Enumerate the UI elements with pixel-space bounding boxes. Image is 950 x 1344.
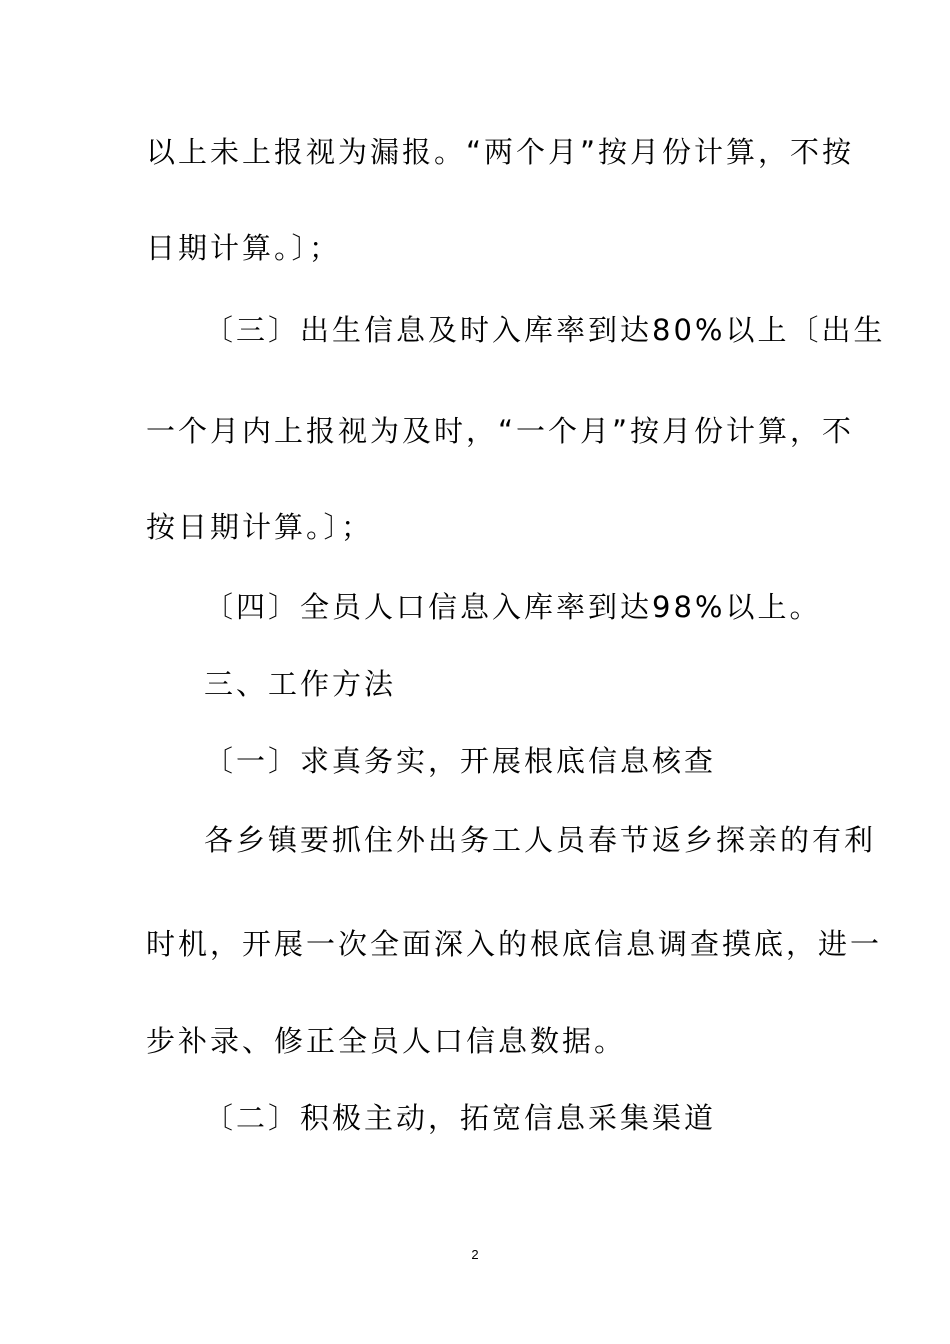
list-item-3: 〔三〕出生信息及时入库率到达80%以上〔出生 — [204, 313, 886, 347]
list-item-4: 〔四〕全员人口信息入库率到达98%以上。 — [204, 590, 822, 624]
body-text-line: 以上未上报视为漏报。“两个月”按月份计算，不按 — [146, 135, 855, 169]
body-text-line: 日期计算。〕； — [146, 231, 342, 265]
paragraph-line: 时机，开展一次全面深入的根底信息调查摸底，进一 — [146, 927, 883, 961]
paragraph-line: 步补录、修正全员人口信息数据。 — [146, 1024, 627, 1058]
subsection-heading-2: 〔二〕积极主动，拓宽信息采集渠道 — [204, 1101, 717, 1135]
page-number: 2 — [471, 1247, 479, 1262]
section-heading: 三、工作方法 — [204, 667, 397, 701]
body-text-line: 一个月内上报视为及时，“一个月”按月份计算，不 — [146, 414, 855, 448]
paragraph-line: 各乡镇要抓住外出务工人员春节返乡探亲的有利 — [204, 823, 877, 857]
subsection-heading-1: 〔一〕求真务实，开展根底信息核查 — [204, 744, 717, 778]
body-text-line: 按日期计算。〕； — [146, 510, 374, 544]
